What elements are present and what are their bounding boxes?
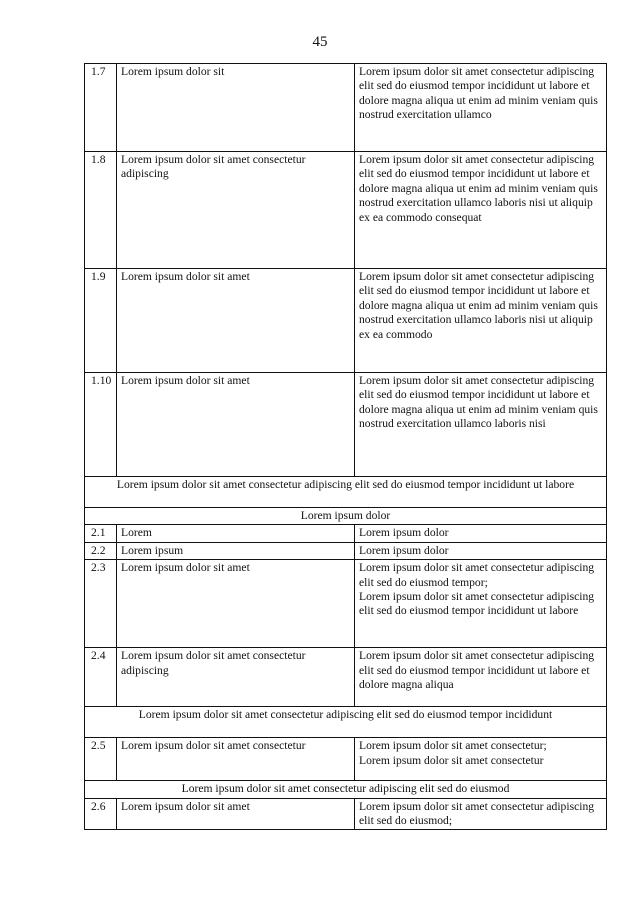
table-row (85, 648, 607, 707)
item-number: 1.8 (85, 152, 117, 269)
equivalent-position: Lorem ipsum dolor sit amet consectetur adipiscing elit sed do eiusmod tempor incididunt ut labore et dolore magna aliqua ut enim ad minim veniam quis nostrud exercitation ullamco laboris nisi ut aliquip ex ea commodo (355, 269, 607, 373)
item-number: 1.7 (85, 64, 117, 152)
section-header: Lorem ipsum dolor (85, 508, 607, 525)
position-title: Lorem ipsum dolor sit amet (117, 373, 355, 477)
item-number: 2.2 (85, 542, 117, 559)
equivalent-position: Lorem ipsum dolor (355, 542, 607, 559)
position-title: Lorem ipsum dolor sit amet consectetur (117, 738, 355, 781)
position-title: Lorem ipsum dolor sit amet (117, 269, 355, 373)
equivalent-position: Lorem ipsum dolor sit amet consectetur adipiscing elit sed do eiusmod tempor incididunt ut labore et dolore magna aliqua ut enim ad minim veniam quis nostrud exercitation ullamco (355, 64, 607, 152)
position-title: Lorem ipsum dolor sit amet consectetur adipiscing (117, 152, 355, 269)
section-header-row (85, 477, 607, 508)
position-title: Lorem ipsum dolor sit amet (117, 560, 355, 648)
equivalent-position: Lorem ipsum dolor sit amet consectetur adipiscing elit sed do eiusmod tempor incididunt ut labore et dolore magna aliqua (355, 648, 607, 707)
item-number: 2.4 (85, 648, 117, 707)
table-row (85, 798, 607, 830)
equivalent-position: Lorem ipsum dolor sit amet consectetur; Lorem ipsum dolor sit amet consectetur (355, 738, 607, 781)
item-number: 2.5 (85, 738, 117, 781)
equivalent-position: Lorem ipsum dolor sit amet consectetur adipiscing elit sed do eiusmod tempor incididunt ut labore et dolore magna aliqua ut enim ad minim veniam quis nostrud exercitation ullamco laboris nisi ut aliquip ex ea commodo consequat (355, 152, 607, 269)
section-header: Lorem ipsum dolor sit amet consectetur adipiscing elit sed do eiusmod tempor incididunt ut labore (85, 477, 607, 508)
item-number: 2.6 (85, 798, 117, 830)
section-header-row (85, 508, 607, 525)
positions-table (84, 63, 607, 830)
table-row (85, 560, 607, 648)
table-row (85, 542, 607, 559)
table-row (85, 269, 607, 373)
table-row (85, 373, 607, 477)
equivalent-position: Lorem ipsum dolor sit amet consectetur adipiscing elit sed do eiusmod tempor incididunt ut labore et dolore magna aliqua ut enim ad minim veniam quis nostrud exercitation ullamco laboris nisi (355, 373, 607, 477)
section-header: Lorem ipsum dolor sit amet consectetur adipiscing elit sed do eiusmod tempor incididunt (85, 707, 607, 738)
position-title: Lorem (117, 525, 355, 542)
item-number: 1.10 (85, 373, 117, 477)
equivalent-position: Lorem ipsum dolor sit amet consectetur adipiscing elit sed do eiusmod tempor; Lorem ipsum dolor sit amet consectetur adipiscing elit sed do eiusmod tempor incididunt ut labore (355, 560, 607, 648)
position-title: Lorem ipsum (117, 542, 355, 559)
item-number: 1.9 (85, 269, 117, 373)
equivalent-position: Lorem ipsum dolor sit amet consectetur adipiscing elit sed do eiusmod; (355, 798, 607, 830)
section-header-row (85, 707, 607, 738)
table-body (85, 64, 607, 830)
table-row (85, 738, 607, 781)
table-row (85, 152, 607, 269)
item-number: 2.3 (85, 560, 117, 648)
position-title: Lorem ipsum dolor sit (117, 64, 355, 152)
item-number: 2.1 (85, 525, 117, 542)
equivalent-position: Lorem ipsum dolor (355, 525, 607, 542)
table-row (85, 64, 607, 152)
position-title: Lorem ipsum dolor sit amet (117, 798, 355, 830)
section-header-row (85, 781, 607, 798)
position-title: Lorem ipsum dolor sit amet consectetur adipiscing (117, 648, 355, 707)
table-row (85, 525, 607, 542)
section-header: Lorem ipsum dolor sit amet consectetur adipiscing elit sed do eiusmod (85, 781, 607, 798)
page-number: 45 (312, 34, 328, 50)
